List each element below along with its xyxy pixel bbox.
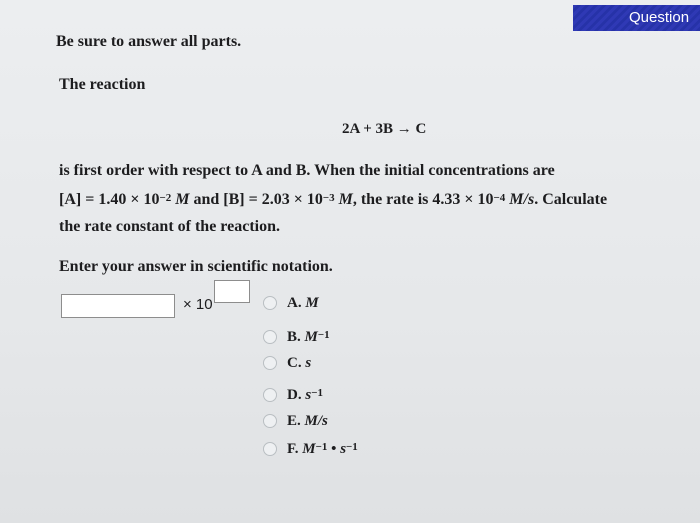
option-label: B. $M^{-1}$ <box>287 328 330 345</box>
conc-a-exponent: −2 <box>159 192 172 204</box>
unit-option-a[interactable] <box>263 292 319 314</box>
answer-exponent-input[interactable] <box>214 280 250 303</box>
problem-line-2 <box>59 191 607 209</box>
option-label: F. $M^{-1}$ • $s^{-1}$ <box>287 440 358 457</box>
radio-icon[interactable] <box>263 356 277 370</box>
conc-a-text: [A] = 1.40 × 10 <box>59 191 160 208</box>
calculate-text: . Calculate <box>534 191 608 208</box>
option-label: C. s <box>287 354 312 371</box>
rate-text: , the rate is 4.33 × 10 <box>352 191 494 208</box>
times-ten-label: × 10 <box>183 296 213 313</box>
conc-b-text: and [B] = 2.03 × 10 <box>193 191 323 208</box>
problem-line-1: is first order with respect to A and B. When the initial concentrations are <box>59 162 555 179</box>
unit-option-c[interactable] <box>263 352 311 374</box>
rate-unit: M/s <box>509 191 535 208</box>
option-label: D. $s^{-1}$ <box>287 386 323 403</box>
option-label: E. M/s <box>287 412 328 429</box>
reaction-equation: 2A + 3B → C <box>342 121 427 137</box>
instructions-text: Be sure to answer all parts. <box>56 33 242 50</box>
option-label: A. M <box>287 294 319 311</box>
radio-icon[interactable] <box>263 296 277 310</box>
radio-icon[interactable] <box>263 442 277 456</box>
unit-option-d[interactable] <box>263 384 323 406</box>
conc-b-exponent: −3 <box>322 192 335 204</box>
unit-option-b[interactable] <box>263 326 330 348</box>
question-tab[interactable]: Question <box>573 5 700 31</box>
unit-option-f[interactable] <box>263 438 358 460</box>
conc-b-unit: M <box>338 191 353 208</box>
problem-line-3: the rate constant of the reaction. <box>59 218 280 235</box>
answer-coefficient-input[interactable] <box>61 294 175 318</box>
radio-icon[interactable] <box>263 414 277 428</box>
radio-icon[interactable] <box>263 330 277 344</box>
prompt-text: Enter your answer in scientific notation. <box>59 258 333 275</box>
radio-icon[interactable] <box>263 388 277 402</box>
rate-exponent: −4 <box>493 192 506 204</box>
intro-text: The reaction <box>59 76 146 93</box>
conc-a-unit: M <box>175 191 190 208</box>
unit-option-e[interactable] <box>263 410 328 432</box>
